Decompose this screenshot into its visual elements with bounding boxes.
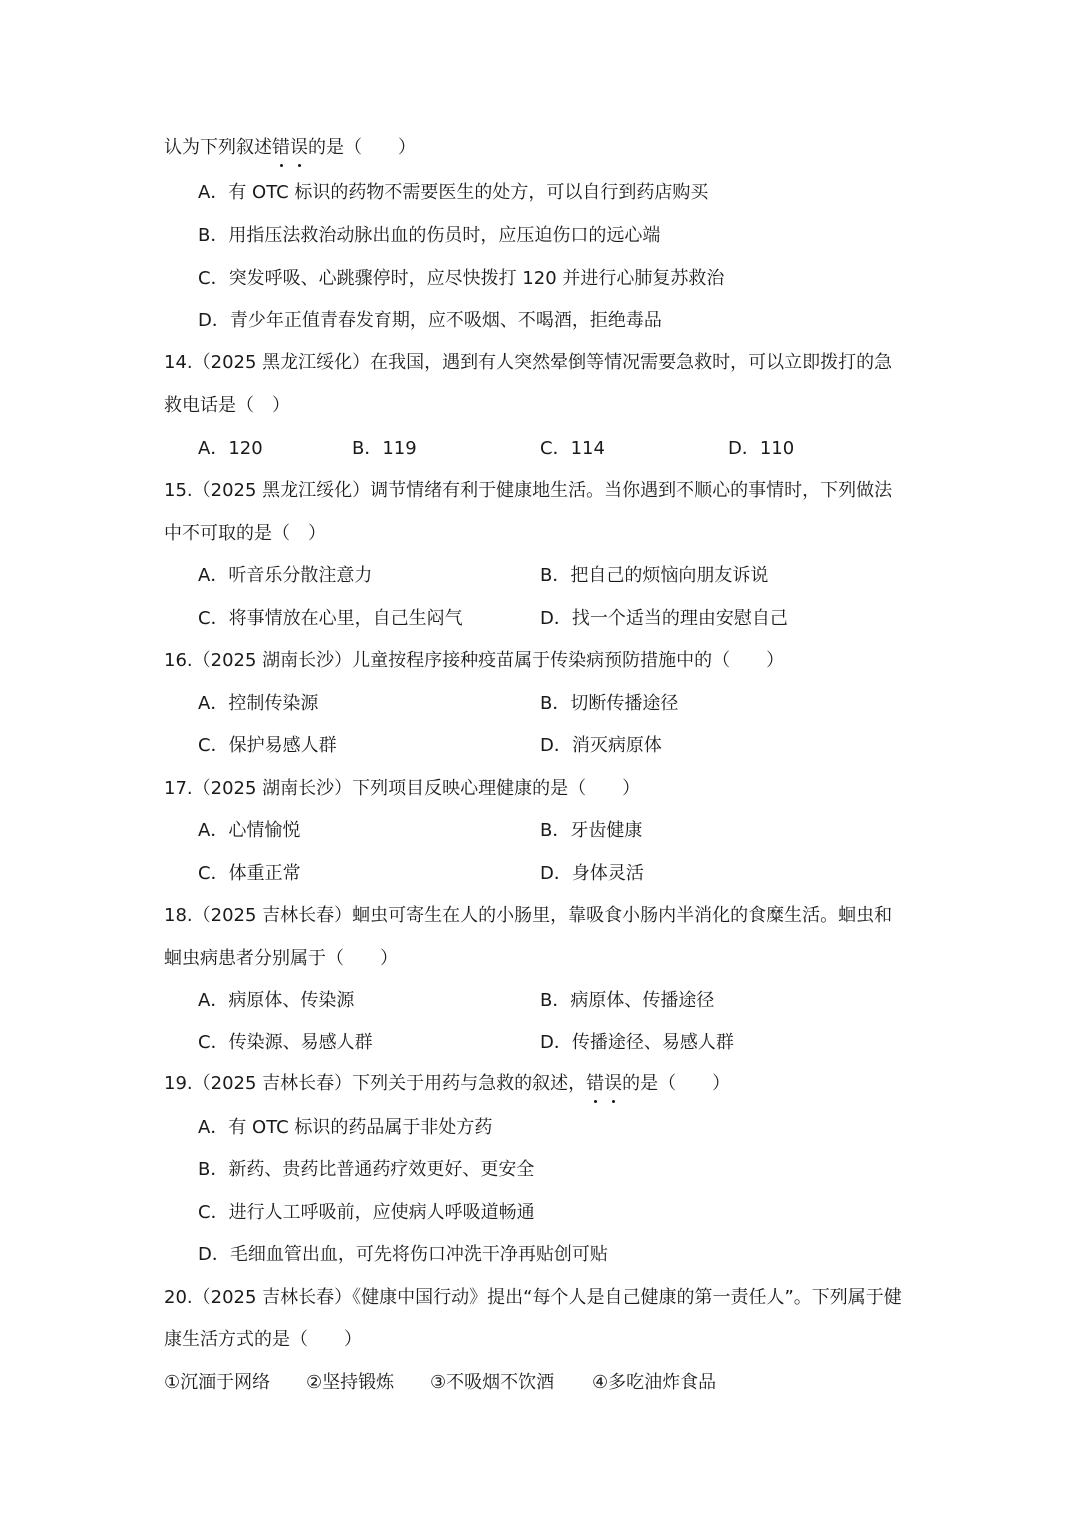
q17-stem: 17.（2025 湖南长沙）下列项目反映心理健康的是（ ） xyxy=(164,778,641,799)
q18-option-b: B．病原体、传播途径 xyxy=(540,990,715,1011)
q14-stem-line1: 14.（2025 黑龙江绥化）在我国，遇到有人突然晕倒等情况需要急救时，可以立即拨打的急 xyxy=(164,352,893,373)
q19-stem-tail: 的是（ ） xyxy=(622,1073,731,1094)
q14-option-a: A．120 xyxy=(198,438,263,459)
q17-option-a: A．心情愉悦 xyxy=(198,820,301,841)
q13-stem-cont: 认为下列叙述 xyxy=(164,137,272,158)
q13-option-a: A．有 OTC 标识的药物不需要医生的处方，可以自行到药店购买 xyxy=(198,182,709,203)
q17-option-d: D．身体灵活 xyxy=(540,863,644,884)
q18-option-a: A．病原体、传染源 xyxy=(198,990,355,1011)
q19-stem-head: 19.（2025 吉林长春）下列关于用药与急救的叙述， xyxy=(164,1073,587,1094)
q13-option-d: D．青少年正值青春发育期，应不吸烟、不喝酒，拒绝毒品 xyxy=(198,310,662,331)
q15-option-d: D．找一个适当的理由安慰自己 xyxy=(540,608,788,629)
q16-option-b: B．切断传播途径 xyxy=(540,693,679,714)
q19-option-b: B．新药、贵药比普通药疗效更好、更安全 xyxy=(198,1159,535,1180)
q18-option-d: D．传播途径、易感人群 xyxy=(540,1032,734,1053)
q20-choice-3: ③不吸烟不饮酒 xyxy=(430,1372,555,1393)
q13-option-c: C．突发呼吸、心跳骤停时，应尽快拨打 120 并进行心肺复苏救治 xyxy=(198,268,725,289)
q16-option-c: C．保护易感人群 xyxy=(198,735,337,756)
q13-stem-tail: 的是（ ） xyxy=(308,137,416,158)
q14-option-b: B．119 xyxy=(352,438,417,459)
q14-option-d: D．110 xyxy=(728,438,795,459)
q18-stem-line2: 蛔虫病患者分别属于（ ） xyxy=(164,948,398,969)
q14-option-c: C．114 xyxy=(540,438,605,459)
q16-option-d: D．消灭病原体 xyxy=(540,735,662,756)
q13-emphasis-1: 错 xyxy=(272,135,290,161)
q15-stem-line2: 中不可取的是（ ） xyxy=(164,523,326,544)
q20-choice-1: ①沉湎于网络 xyxy=(164,1372,271,1393)
q18-stem-line1: 18.（2025 吉林长春）蛔虫可寄生在人的小肠里，靠吸食小肠内半消化的食糜生活。蛔虫和 xyxy=(164,905,893,926)
q17-option-c: C．体重正常 xyxy=(198,863,301,884)
q19-stem xyxy=(164,1071,730,1097)
q13-emphasis-2: 误 xyxy=(290,135,308,161)
q15-option-b: B．把自己的烦恼向朋友诉说 xyxy=(540,565,769,586)
q15-option-c: C．将事情放在心里，自己生闷气 xyxy=(198,608,463,629)
q20-choice-2: ②坚持锻炼 xyxy=(306,1372,395,1393)
q13-stem xyxy=(164,135,416,161)
q13-option-b: B．用指压法救治动脉出血的伤员时，应压迫伤口的远心端 xyxy=(198,225,661,246)
q15-stem-line1: 15.（2025 黑龙江绥化）调节情绪有利于健康地生活。当你遇到不顺心的事情时，下列做法 xyxy=(164,480,893,501)
q18-option-c: C．传染源、易感人群 xyxy=(198,1032,373,1053)
q20-choice-4: ④多吃油炸食品 xyxy=(592,1372,717,1393)
q16-stem: 16.（2025 湖南长沙）儿童按程序接种疫苗属于传染病预防措施中的（ ） xyxy=(164,650,785,671)
q20-stem-line2: 康生活方式的是（ ） xyxy=(164,1329,362,1350)
q14-stem-line2: 救电话是（ ） xyxy=(164,395,290,416)
q15-option-a: A．听音乐分散注意力 xyxy=(198,565,373,586)
q19-emphasis-2: 误 xyxy=(604,1071,622,1097)
q19-option-a: A．有 OTC 标识的药品属于非处方药 xyxy=(198,1117,493,1138)
q20-stem-line1: 20.（2025 吉林长春）《健康中国行动》提出“每个人是自己健康的第一责任人”。下列属于健 xyxy=(164,1287,902,1308)
q19-option-c: C．进行人工呼吸前，应使病人呼吸道畅通 xyxy=(198,1202,535,1223)
q19-emphasis-1: 错 xyxy=(586,1071,604,1097)
q19-option-d: D．毛细血管出血，可先将伤口冲洗干净再贴创可贴 xyxy=(198,1244,608,1265)
q17-option-b: B．牙齿健康 xyxy=(540,820,643,841)
q16-option-a: A．控制传染源 xyxy=(198,693,319,714)
